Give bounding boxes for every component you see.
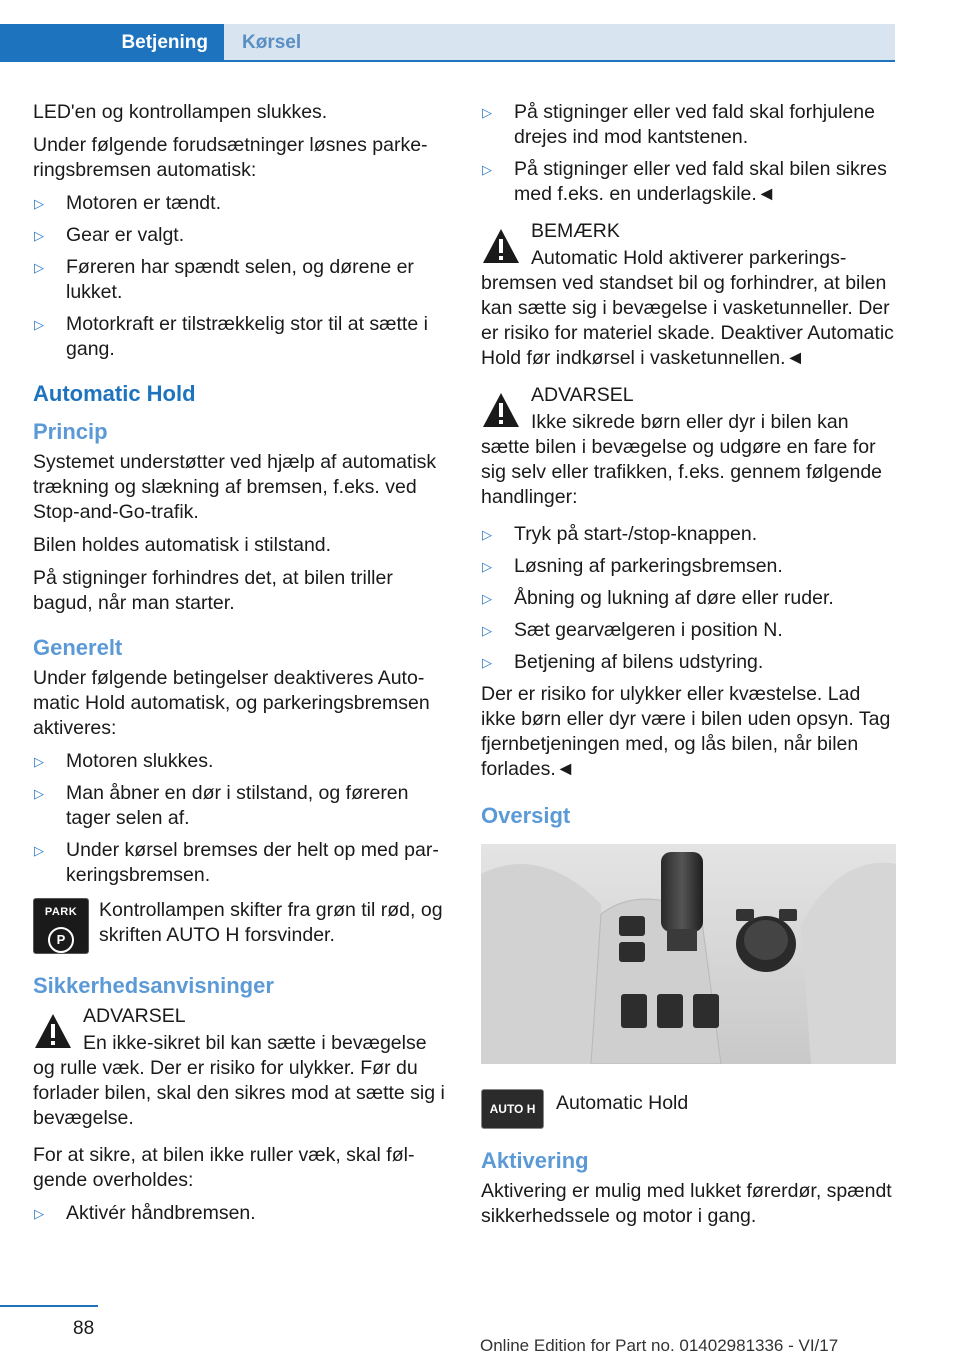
bullet-triangle-icon: ▷ xyxy=(34,196,44,211)
page-number: 88 xyxy=(73,1318,95,1339)
list-item-text: Man åbner en dør i stilstand, og føreren tager selen af. xyxy=(66,782,409,829)
gear-selector-photo xyxy=(481,844,896,1064)
footer-divider xyxy=(0,1305,98,1307)
right-column xyxy=(481,100,897,1237)
warning-heading: ADVARSEL xyxy=(531,384,634,406)
list-item-text: Tryk på start-/stop-knappen. xyxy=(514,523,758,545)
bullet-triangle-icon: ▷ xyxy=(482,655,492,670)
list-item xyxy=(481,586,897,611)
auto-hold-legend xyxy=(481,1089,897,1129)
bullet-triangle-icon: ▷ xyxy=(34,228,44,243)
left-column xyxy=(33,100,449,1233)
list-item xyxy=(33,223,449,248)
list-item xyxy=(481,618,897,643)
list-item xyxy=(481,100,897,150)
auto-hold-button-icon: AUTO H xyxy=(481,1089,544,1129)
paragraph: LED'en og kontrollampen slukkes. xyxy=(33,101,328,123)
bullet-triangle-icon: ▷ xyxy=(34,843,44,858)
bullet-triangle-icon: ▷ xyxy=(482,105,492,120)
header-divider xyxy=(0,60,895,62)
paragraph: Aktivering er mulig med lukket førerdør, spændt sikkerhedssele og motor i gang. xyxy=(481,1180,892,1227)
bullet-triangle-icon: ▷ xyxy=(482,591,492,606)
list-item-text: Åbning og lukning af døre eller ruder. xyxy=(514,587,834,609)
tab-korsel-label: Kørsel xyxy=(242,32,302,53)
bullet-triangle-icon: ▷ xyxy=(482,527,492,542)
warning-triangle-icon xyxy=(481,391,521,429)
paragraph: Systemet understøtter ved hjælp af automatisk trækning og slækning af bremsen, f.eks. ved Stop-and-Go-trafik. xyxy=(33,451,437,523)
header xyxy=(0,0,960,62)
list-item-text: På stigninger eller ved fald skal forhjulene drejes ind mod kantstenen. xyxy=(514,101,875,148)
paragraph: Under følgende betingelser deaktiveres Automatic Hold automatisk, og parkeringsbremsen aktiveres: xyxy=(33,667,430,739)
bullet-triangle-icon: ▷ xyxy=(34,260,44,275)
bullet-triangle-icon: ▷ xyxy=(34,317,44,332)
list-item xyxy=(481,554,897,579)
list-item xyxy=(33,749,449,774)
list-item xyxy=(33,312,449,362)
list-item xyxy=(33,255,449,305)
list-item xyxy=(481,522,897,547)
list-item-text: Motoren slukkes. xyxy=(66,750,214,772)
paragraph: Bilen holdes automatisk i stilstand. xyxy=(33,534,332,556)
heading-princip: Princip xyxy=(33,419,108,444)
edition-note: Online Edition for Part no. 01402981336 - VI/17 xyxy=(480,1336,839,1355)
warning-block xyxy=(33,1004,449,1131)
list-item-text: Gear er valgt. xyxy=(66,224,185,246)
bullet-triangle-icon: ▷ xyxy=(34,1206,44,1221)
bullet-triangle-icon: ▷ xyxy=(482,162,492,177)
warning-text: En ikke-sikret bil kan sætte i bevægelse og rulle væk. Der er risiko for ulykker. Før du forlader bilen, skal den sikres mod at sætte sig i bevægelse. xyxy=(33,1032,445,1129)
list-item xyxy=(33,1201,449,1226)
heading-aktivering: Aktivering xyxy=(481,1148,589,1173)
paragraph: På stigninger forhindres det, at bilen triller bagud, når man starter. xyxy=(33,567,393,614)
list-item-text: Sæt gearvælgeren i position N. xyxy=(514,619,783,641)
park-note-text: Kontrollampen skifter fra grøn til rød, og skriften AUTO H forsvinder. xyxy=(99,899,443,946)
list-item xyxy=(33,191,449,216)
bullet-triangle-icon: ▷ xyxy=(482,623,492,638)
list-item-text: Betjening af bilens udstyring. xyxy=(514,651,764,673)
heading-oversigt: Oversigt xyxy=(481,803,571,828)
paragraph: Der er risiko for ulykker eller kvæstelse. Lad ikke børn eller dyr være i bilen uden opsyn. Tag fjernbetjeningen med, og lås bilen, når bilen forlades.◄ xyxy=(481,683,891,780)
list-item xyxy=(33,838,449,888)
list-item-text: Føreren har spændt selen, og dørene er lukket. xyxy=(66,256,414,303)
park-note xyxy=(33,898,449,954)
tab-betjening[interactable] xyxy=(0,24,224,62)
auto-hold-label: Automatic Hold xyxy=(556,1092,689,1114)
list-item xyxy=(481,157,897,207)
park-icon-text: PARK xyxy=(44,905,78,918)
bullet-triangle-icon: ▷ xyxy=(482,559,492,574)
park-brake-icon xyxy=(33,898,89,954)
bullet-triangle-icon: ▷ xyxy=(34,754,44,769)
tab-korsel[interactable] xyxy=(224,24,895,62)
bullet-triangle-icon: ▷ xyxy=(34,786,44,801)
tab-betjening-label: Betjening xyxy=(121,32,208,53)
heading-generelt: Generelt xyxy=(33,635,123,660)
warning-block xyxy=(481,383,897,510)
warning-text: Ikke sikrede børn eller dyr i bilen kan sætte bilen i bevægelse og udgøre en fare for sig selv eller trafikken, f.eks. gennem følgende handlinger: xyxy=(481,411,883,508)
park-icon-letter: P xyxy=(48,927,74,953)
heading-automatic-hold: Automatic Hold xyxy=(33,381,196,406)
list-item xyxy=(33,781,449,831)
note-block xyxy=(481,219,897,371)
warning-triangle-icon xyxy=(481,227,521,265)
list-item xyxy=(481,650,897,675)
paragraph: Under følgende forudsætninger løsnes parkeringsbremsen automatisk: xyxy=(33,134,428,181)
list-item-text: Løsning af parkeringsbremsen. xyxy=(514,555,783,577)
list-item-text: Aktivér håndbremsen. xyxy=(66,1202,256,1224)
list-item-text: Motorkraft er tilstrækkelig stor til at sætte i gang. xyxy=(66,313,428,360)
list-item-text: Motoren er tændt. xyxy=(66,192,221,214)
warning-triangle-icon xyxy=(33,1012,73,1050)
list-item-text: Under kørsel bremses der helt op med parkeringsbremsen. xyxy=(66,839,439,886)
heading-sikkerhedsanvisninger: Sikkerhedsanvisninger xyxy=(33,973,274,998)
warning-heading: ADVARSEL xyxy=(83,1005,186,1027)
note-text: Automatic Hold aktiverer parkeringsbremsen ved standset bil og forhindrer, at bilen kan sætte sig i bevægelse i vasketunneller. Der er risiko for materiel skade. Deaktiver Automatic Hold før indkørsel i vasketunnellen.◄ xyxy=(481,247,894,369)
note-heading: BEMÆRK xyxy=(531,220,620,242)
list-item-text: På stigninger eller ved fald skal bilen sikres med f.eks. en underlagskile.◄ xyxy=(514,158,887,205)
paragraph: For at sikre, at bilen ikke ruller væk, skal følgende overholdes: xyxy=(33,1144,415,1191)
